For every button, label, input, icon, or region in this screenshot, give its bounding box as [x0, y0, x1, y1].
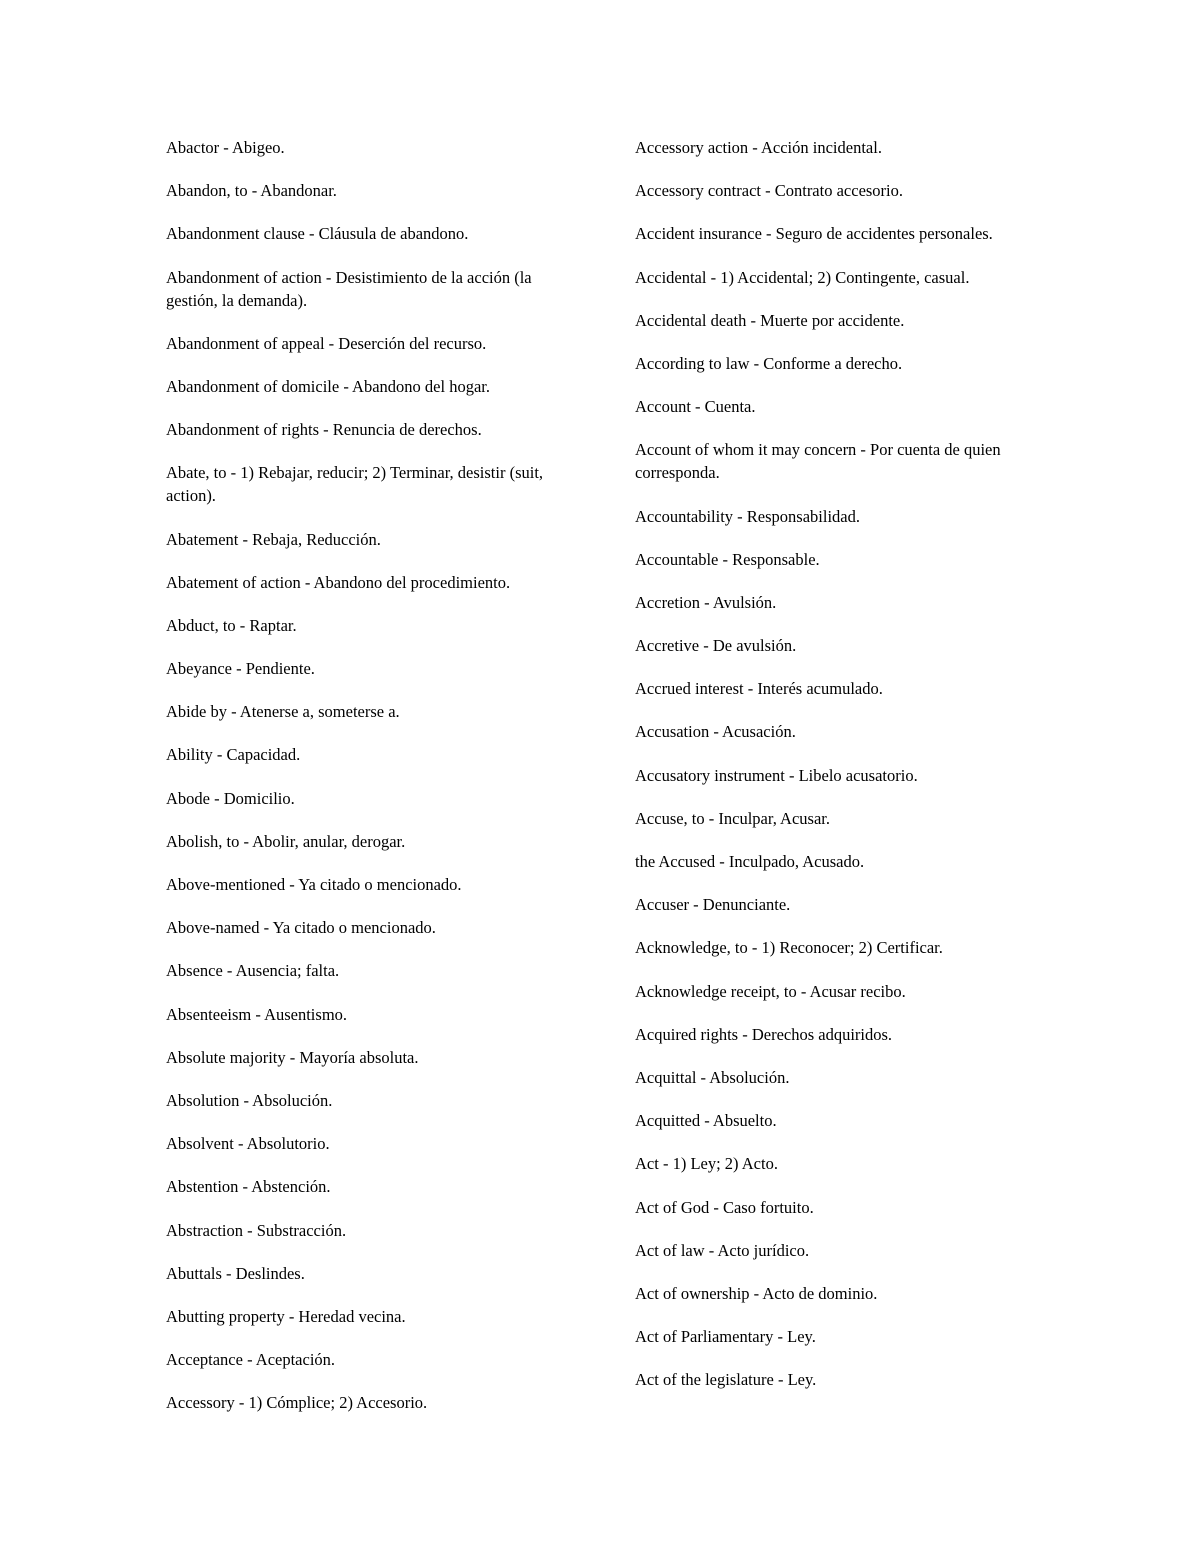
glossary-entry: Act of the legislature - Ley.: [635, 1370, 817, 1390]
glossary-entry: Abide by - Atenerse a, someterse a.: [166, 702, 400, 722]
glossary-entry: Accuser - Denunciante.: [635, 895, 791, 915]
glossary-entry: Accusatory instrument - Libelo acusatorio.: [635, 765, 918, 785]
glossary-entry: Acceptance - Aceptación.: [166, 1350, 336, 1370]
glossary-entry: Acquitted - Absuelto.: [635, 1111, 777, 1131]
glossary-entry: Account - Cuenta.: [635, 397, 756, 417]
glossary-entry: Above-mentioned - Ya citado o mencionado.: [166, 875, 462, 894]
glossary-entry: Abandonment clause - Cláusula de abandono.: [166, 224, 469, 244]
glossary-entry: Accretion - Avulsión.: [635, 592, 777, 612]
glossary-entry: Acquired rights - Derechos adquiridos.: [635, 1024, 893, 1044]
glossary-column-right: [635, 136, 1040, 1411]
glossary-entry: Abuttals - Deslindes.: [166, 1263, 305, 1283]
glossary-entry: Abstention - Abstención.: [166, 1177, 331, 1197]
glossary-entry: Abatement - Rebaja, Reducción.: [166, 529, 381, 549]
glossary-entry: Abandonment of rights - Renuncia de derechos.: [166, 420, 482, 440]
glossary-column-left: [166, 136, 571, 1434]
glossary-entry: Abandonment of appeal - Deserción del recurso.: [166, 333, 487, 353]
glossary-entry: Abate, to - 1) Rebajar, reducir; 2) Terminar, desistir (suit, action).: [166, 463, 544, 506]
glossary-entry: Abeyance - Pendiente.: [166, 659, 315, 679]
glossary-entry: Ability - Capacidad.: [166, 745, 301, 765]
glossary-entry: Abandon, to - Abandonar.: [166, 181, 337, 201]
glossary-entry: Accretive - De avulsión.: [635, 636, 797, 656]
glossary-entry: Accidental death - Muerte por accidente.: [635, 310, 905, 330]
glossary-entry: Abandonment of action - Desistimiento de la acción (la gestión, la demanda).: [166, 267, 532, 310]
glossary-entry: Account of whom it may concern - Por cuenta de quien corresponda.: [635, 440, 1001, 483]
glossary-entry: Absenteeism - Ausentismo.: [166, 1004, 348, 1024]
glossary-entry: Accuse, to - Inculpar, Acusar.: [635, 808, 830, 828]
glossary-entry: Accessory - 1) Cómplice; 2) Accesorio.: [166, 1393, 428, 1413]
glossary-entry: Absolution - Absolución.: [166, 1090, 333, 1110]
glossary-entry: Act of Parliamentary - Ley.: [635, 1327, 816, 1347]
glossary-entry: Abactor - Abigeo.: [166, 138, 285, 157]
glossary-entry: Accident insurance - Seguro de accidentes personales.: [635, 224, 993, 244]
glossary-entry: Act of ownership - Acto de dominio.: [635, 1283, 878, 1303]
glossary-entry: Absolvent - Absolutorio.: [166, 1134, 330, 1154]
glossary-entry: Acknowledge receipt, to - Acusar recibo.: [635, 981, 906, 1001]
glossary-entry: Abandonment of domicile - Abandono del hogar.: [166, 376, 490, 396]
glossary-entry: Accountability - Responsabilidad.: [635, 506, 860, 526]
glossary-entry: Absolute majority - Mayoría absoluta.: [166, 1047, 419, 1067]
glossary-entry: Accountable - Responsable.: [635, 549, 820, 569]
glossary-entry: Abduct, to - Raptar.: [166, 615, 297, 635]
glossary-entry: Acknowledge, to - 1) Reconocer; 2) Certificar.: [635, 938, 943, 958]
glossary-entry: Abutting property - Heredad vecina.: [166, 1306, 406, 1326]
glossary-entry: Accessory action - Acción incidental.: [635, 138, 882, 157]
glossary-entry: Acquittal - Absolución.: [635, 1067, 790, 1087]
glossary-entry: Accrued interest - Interés acumulado.: [635, 679, 883, 699]
glossary-entry: Act of God - Caso fortuito.: [635, 1197, 814, 1217]
glossary-entry: Accusation - Acusación.: [635, 722, 796, 742]
glossary-entry: Act - 1) Ley; 2) Acto.: [635, 1154, 778, 1174]
glossary-entry: Abolish, to - Abolir, anular, derogar.: [166, 831, 406, 851]
glossary-entry: According to law - Conforme a derecho.: [635, 353, 903, 373]
glossary-entry: Abode - Domicilio.: [166, 788, 295, 808]
glossary-entry: Accessory contract - Contrato accesorio.: [635, 181, 904, 201]
glossary-entry: Abstraction - Substracción.: [166, 1220, 347, 1240]
glossary-entry: Accidental - 1) Accidental; 2) Contingente, casual.: [635, 267, 970, 287]
glossary-entry: Above-named - Ya citado o mencionado.: [166, 918, 436, 938]
glossary-entry: Abatement of action - Abandono del procedimiento.: [166, 572, 511, 592]
glossary-entry: the Accused - Inculpado, Acusado.: [635, 852, 865, 871]
glossary-entry: Act of law - Acto jurídico.: [635, 1240, 810, 1260]
glossary-entry: Absence - Ausencia; falta.: [166, 961, 340, 981]
